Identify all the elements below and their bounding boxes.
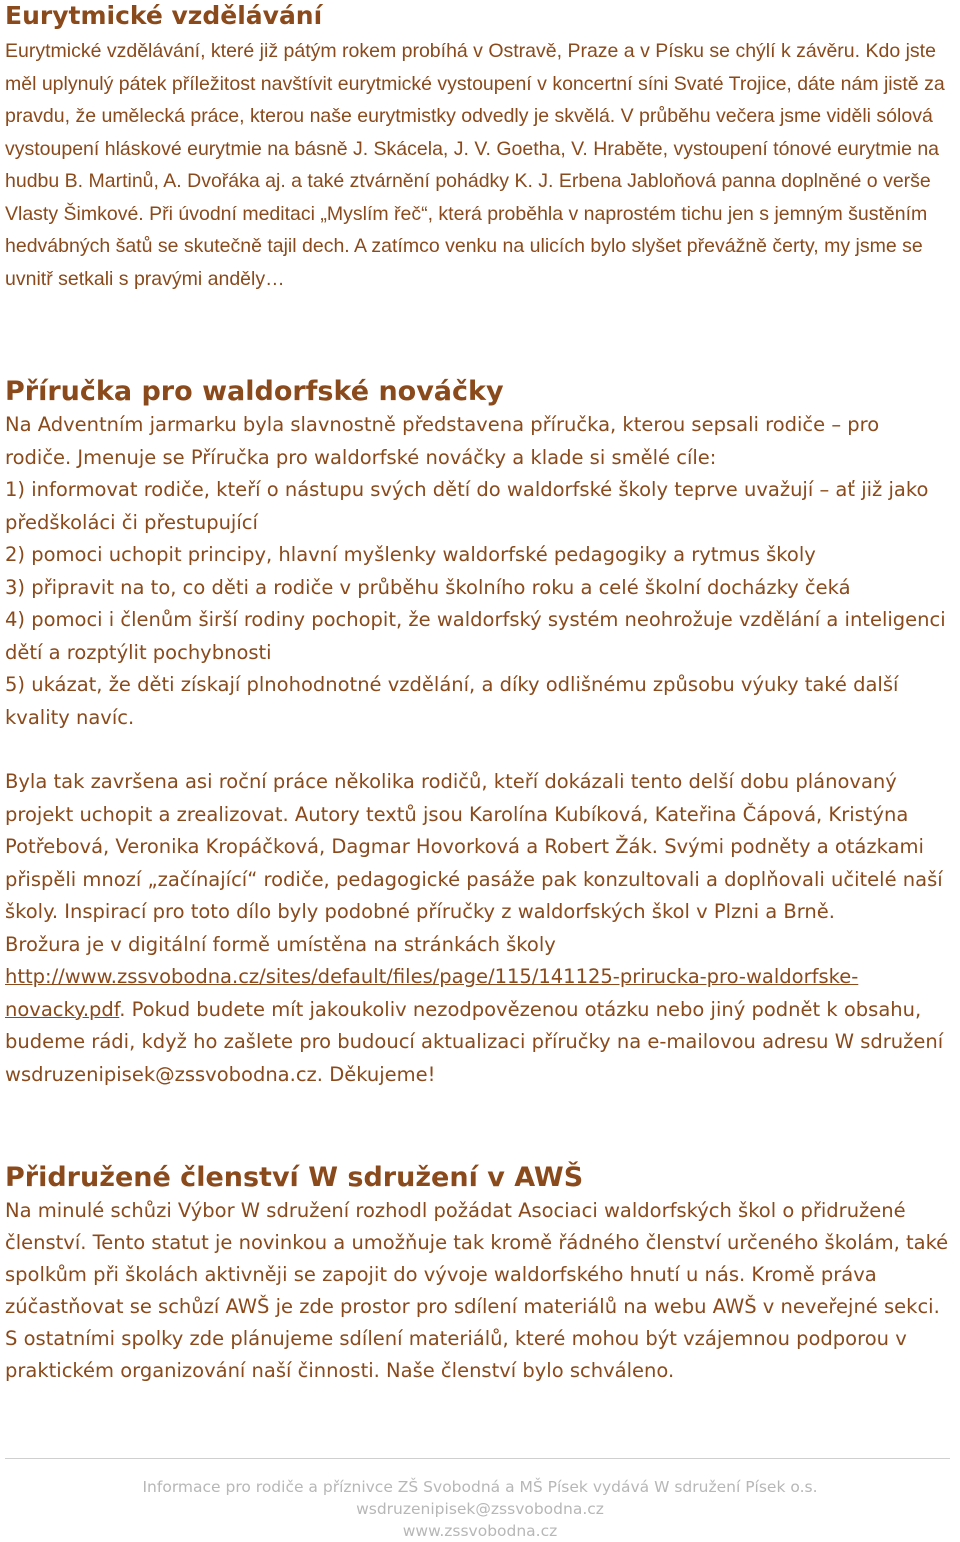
brochure-pdf-link[interactable]: http://www.zssvobodna.cz/sites/default/files/page/115/141125-prirucka-pro-waldorfske-novacky.pdf — [5, 965, 859, 1021]
section-body-clenstvi: Na minulé schůzi Výbor W sdružení rozhodl požádat Asociaci waldorfských škol o přidružené členství. Tento statut je novinkou a umožňuje tak kromě řádného členství určeného školám, také spolkům při školách aktivněji se zapojit do vývoje waldorfského hnutí u nás. Kromě práva zúčastňovat se schůzí AWŠ je zde prostor pro sdílení materiálů na webu AWŠ v neveřejné sekci. S ostatními spolky zde plánujeme sdílení materiálů, které mohou být vzájemnou podporou v praktickém organizování naší činnosti. Naše členství bylo schváleno. — [5, 1199, 949, 1382]
section-title-clenstvi: Přidružené členství W sdružení v AWŠ — [5, 1162, 584, 1193]
paragraph-gap — [5, 734, 950, 766]
footer-publisher: Informace pro rodiče a příznivce ZŠ Svobodná a MŠ Písek vydává W sdružení Písek o.s. — [142, 1478, 818, 1496]
prirucka-goal-2: 2) pomoci uchopit principy, hlavní myšlenky waldorfské pedagogiky a rytmus školy — [5, 543, 816, 566]
section-title-prirucka: Příručka pro waldorfské nováčky — [5, 376, 504, 407]
page-footer — [0, 1476, 960, 1542]
prirucka-link-paragraph — [5, 961, 950, 1091]
footer-email: wsdruzenipisek@zssvobodna.cz — [356, 1500, 604, 1518]
prirucka-goal-1: 1) informovat rodiče, kteří o nástupu svých dětí do waldorfské školy teprve uvažují – ať již jako předškoláci či přestupující — [5, 478, 929, 534]
footer-website: www.zssvobodna.cz — [402, 1522, 558, 1540]
prirucka-goal-5: 5) ukázat, že děti získají plnohodnotné vzdělání, a díky odlišnému způsobu výuky také další kvality navíc. — [5, 673, 899, 729]
prirucka-credits: Byla tak završena asi roční práce několika rodičů, kteří dokázali tento delší dobu plánovaný projekt uchopit a zrealizovat. Autory textů jsou Karolína Kubíková, Kateřina Čápová, Kristýna Potřebová, Veronika Kropáčková, Dagmar Hovorková a Robert Žák. Svými podněty a otázkami přispěli mnozí „začínající“ rodiče, pedagogické pasáže pak konzultovali a doplňovali učitelé naší školy. Inspirací pro toto dílo byly podobné příručky z waldorfských škol v Plzni a Brně. — [5, 770, 943, 923]
footer-divider — [5, 1458, 950, 1459]
section-title-eurytmicke: Eurytmické vzdělávání — [5, 1, 323, 30]
section-body-eurytmicke: Eurytmické vzdělávání, které již pátým rokem probíhá v Ostravě, Praze a v Písku se chýlí k závěru. Kdo jste měl uplynulý pátek příležitost navštívit eurytmické vystoupení v koncertní síni Svaté Trojice, dáte nám jistě za pravdu, že umělecká práce, kterou naše eurytmistky odvedly je skvělá. V průběhu večera jsme viděli sólová vystoupení hláskové eurytmie na básně J. Skácela, J. V. Goetha, V. Hraběte, vystoupení tónové eurytmie na hudbu B. Martinů, A. Dvořáka aj. a také ztvárnění pohádky K. J. Erbena Jabloňová panna doplněné o verše Vlasty Šimkové. Při úvodní meditaci „Myslím řeč“, která proběhla v naprostém tichu jen s jemným šustěním hedvábných šatů se skutečně tajil dech. A zatímco venku na ulicích bylo slyšet převážně čerty, my jsme se uvnitř setkali s pravými anděly… — [5, 40, 945, 290]
prirucka-closing-text: . Pokud budete mít jakoukoliv nezodpovězenou otázku nebo jiný podnět k obsahu, budeme rádi, když ho zašlete pro budoucí aktualizaci příručky na e-mailovou adresu W sdružení wsdruzenipisek@zssvobodna.cz. Děkujeme! — [5, 997, 944, 1086]
prirucka-goal-4: 4) pomoci i členům širší rodiny pochopit, že waldorfský systém neohrožuje vzdělání a inteligenci dětí a rozptýlit pochybnosti — [5, 608, 946, 664]
document-page — [5, 0, 950, 1387]
prirucka-intro: Na Adventním jarmarku byla slavnostně představena příručka, kterou sepsali rodiče – pro rodiče. Jmenuje se Příručka pro waldorfské nováčky a klade si smělé cíle: — [5, 413, 880, 469]
section-body-prirucka — [5, 409, 950, 1091]
prirucka-brochure-note: Brožura je v digitální formě umístěna na stránkách školy — [5, 932, 556, 956]
prirucka-goal-3: 3) připravit na to, co děti a rodiče v průběhu školního roku a celé školní docházky čeká — [5, 575, 851, 599]
